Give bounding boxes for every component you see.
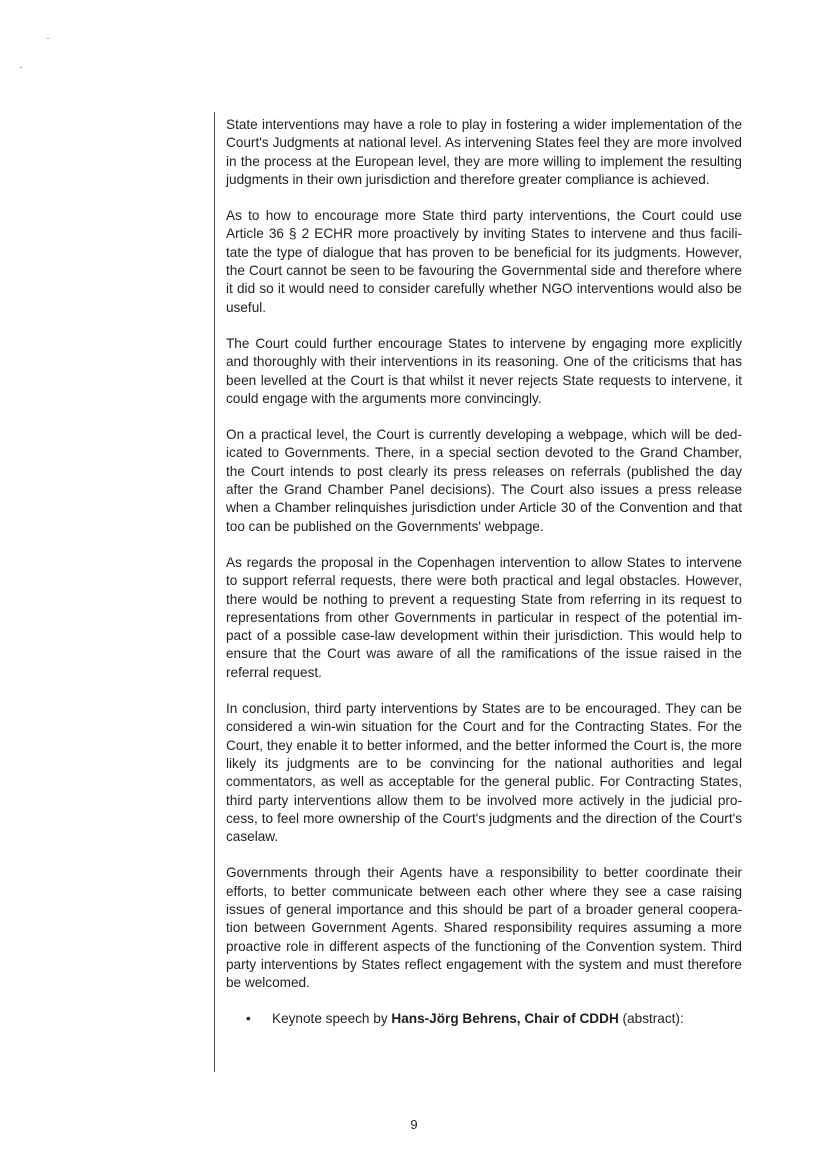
page-number: 9 bbox=[410, 1117, 418, 1132]
paragraph-7: Governments through their Agents have a responsibility to better coordinate their efforts, to better communicate between each other where they see a case raising issues of general importance and this should be part of a broader general cooperation between Government Agents. Shared responsibility requires assuming a more proactive role in different aspects of the functioning of the Convention system. Third party interventions by States reflect engagement with the system and must therefore be welcomed. bbox=[226, 865, 742, 991]
bullet-suffix: (abstract): bbox=[618, 1011, 684, 1027]
paragraph-2: As to how to encourage more State third party interventions, the Court could use Article 36 § 2 ECHR more proactively by inviting States to intervene and thus facilitate the type of dialogue that has proven to be beneficial for its judgments. However, the Court cannot be seen to be favouring the Governmental side and therefore where it did so it would need to consider carefully whether NGO interventions would also be useful. bbox=[226, 208, 742, 315]
speaker-name: Hans-Jörg Behrens, Chair of CDDH bbox=[391, 1011, 619, 1027]
bullet-icon: • bbox=[246, 1011, 251, 1027]
paragraph-1: State interventions may have a role to play in fostering a wider implementation of the Court's Judgments at national level. As intervening States feel they are more involved in the process at the European level, they are more willing to implement the resulting judgments in their own jurisdiction and therefore greater compliance is achieved. bbox=[226, 117, 742, 187]
paragraph-3: The Court could further encourage States to intervene by engaging more explicitly and thoroughly with their interventions in its reasoning. One of the criticisms that has been levelled at the Court is that whilst it never rejects State requests to intervene, it could engage with the arguments more convincingly. bbox=[226, 335, 742, 406]
paragraph-5: As regards the proposal in the Copenhagen intervention to allow States to intervene to support referral requests, there were both practical and legal obstacles. However, there would be nothing to prevent a requesting State from referring in its request to representations from other Governments in particular in respect of the potential impact of a possible case-law development within their jurisdiction. This would help to ensure that the Court was aware of all the ramifications of the issue raised in the referral request. bbox=[226, 554, 742, 680]
scan-speck bbox=[47, 38, 49, 39]
scan-speck bbox=[20, 67, 22, 68]
body-text bbox=[226, 116, 742, 1029]
paragraph-6: In conclusion, third party interventions by States are to be encouraged. They can be considered a win-win situation for the Court and for the Contracting States. For the Court, they enable it to better informed, and the better informed the Court is, the more likely its judgments are to be convincing for the national authorities and legal commentators, as well as acceptable for the general public. For Contracting States, third party interventions allow them to be involved more actively in the judicial process, to feel more ownership of the Court's judgments and the direction of the Court's caselaw. bbox=[226, 701, 742, 845]
bullet-text bbox=[272, 1010, 684, 1028]
bullet-prefix: Keynote speech by bbox=[272, 1011, 392, 1027]
paragraph-4: On a practical level, the Court is currently developing a webpage, which will be dedicated to Governments. There, in a special section devoted to the Grand Chamber, the Court intends to post clearly its press releases on referrals (published the day after the Grand Chamber Panel decisions). The Court also issues a press release when a Chamber relinquishes jurisdiction under Article 30 of the Convention and that too can be published on the Governments' webpage. bbox=[226, 427, 742, 534]
revision-margin-line bbox=[214, 112, 215, 1072]
bullet-item bbox=[246, 1010, 742, 1028]
